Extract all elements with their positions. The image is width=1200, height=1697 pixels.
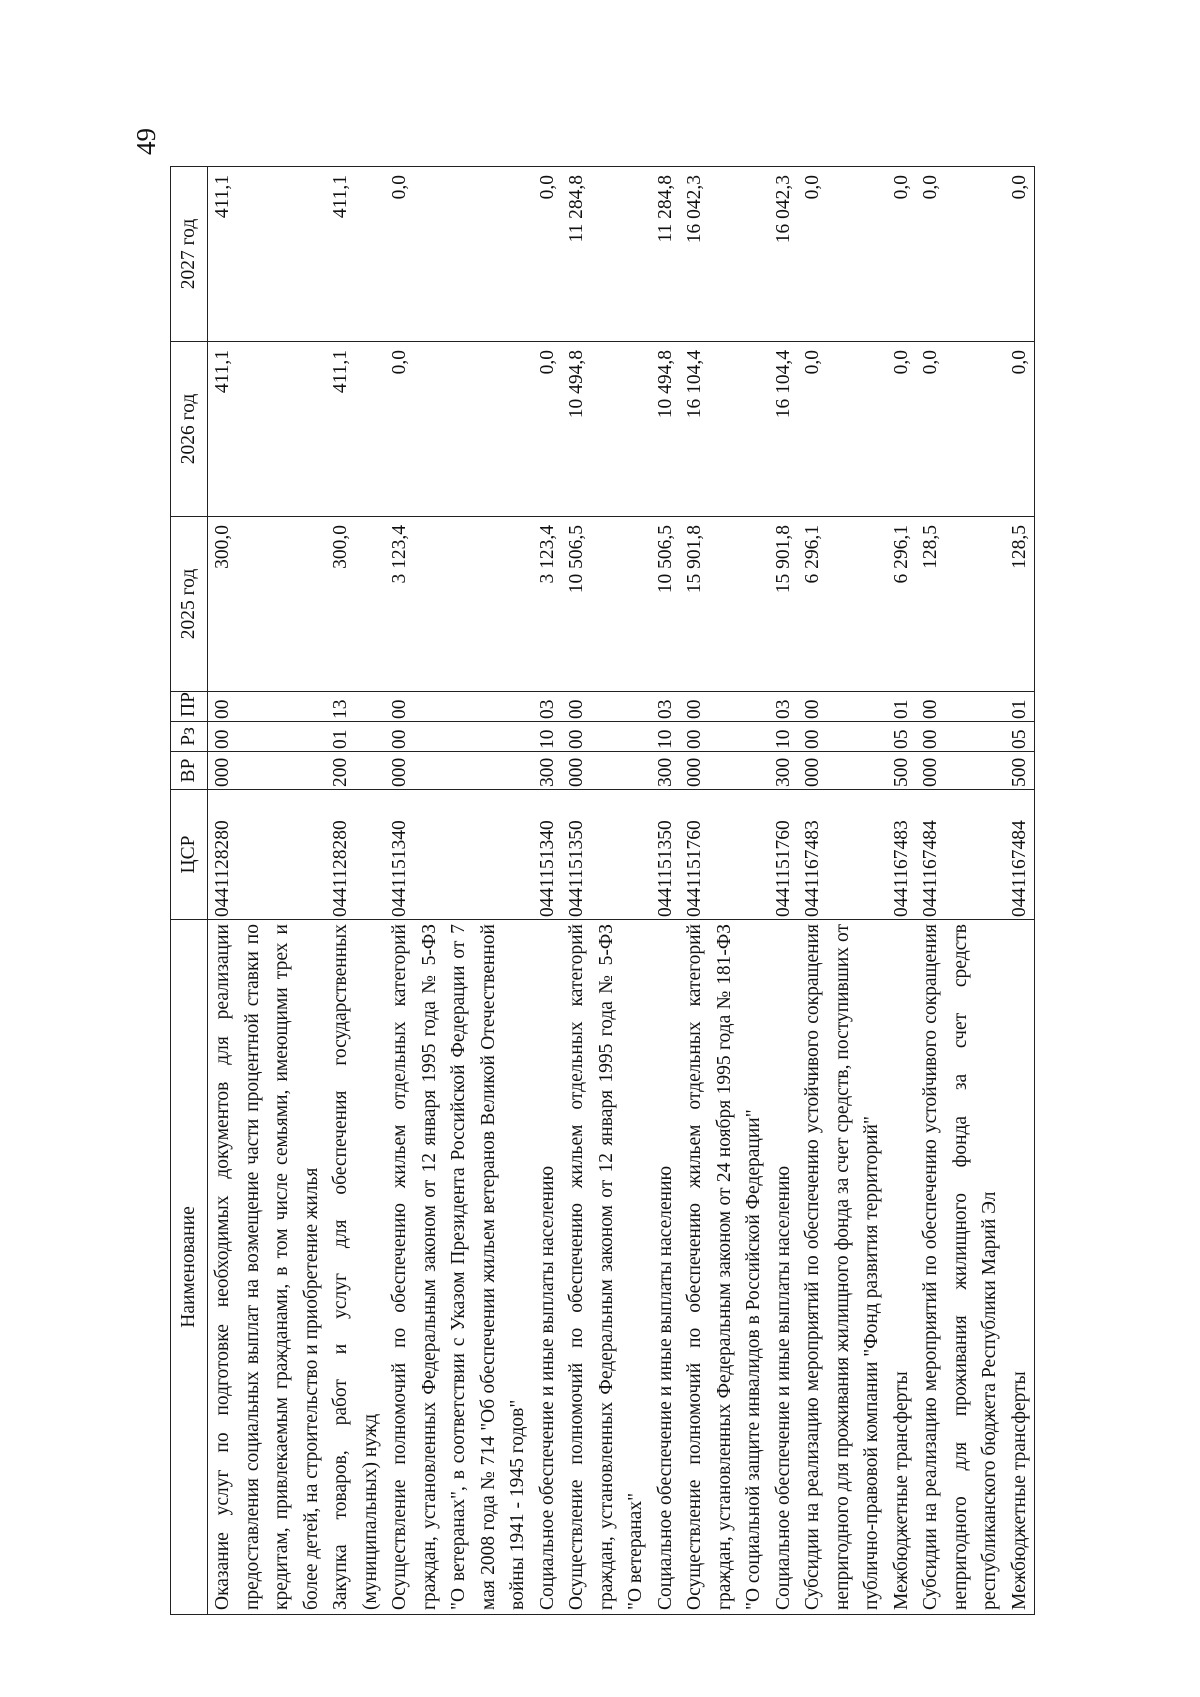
row-value-2026: 10 494,8 <box>651 342 681 517</box>
row-vr: 500 <box>1005 752 1035 790</box>
row-name: Закупка товаров, работ и услуг для обеспечения государственных (муниципальных) нужд <box>326 920 385 1615</box>
row-pr: 00 <box>916 692 1005 722</box>
table-row <box>326 167 385 1615</box>
row-name: Осуществление полномочий по обеспечению жильем отдельных категорий граждан, установленных Федеральным законом от 12 января 1995 года № 5-ФЗ "О ветеранах" <box>562 920 651 1615</box>
row-value-2026: 16 104,4 <box>769 342 799 517</box>
row-csr: 0441151340 <box>385 790 533 920</box>
row-name: Социальное обеспечение и иные выплаты населению <box>651 920 681 1615</box>
row-rz: 00 <box>385 722 533 752</box>
header-rz: Рз <box>171 722 208 752</box>
row-value-2027: 0,0 <box>916 167 1005 342</box>
row-csr: 0441151350 <box>651 790 681 920</box>
row-value-2027: 11 284,8 <box>562 167 651 342</box>
row-vr: 300 <box>651 752 681 790</box>
row-pr: 01 <box>887 692 917 722</box>
row-value-2025: 300,0 <box>326 517 385 692</box>
row-vr: 000 <box>385 752 533 790</box>
row-csr: 0441151760 <box>680 790 769 920</box>
row-pr: 13 <box>326 692 385 722</box>
row-value-2025: 15 901,8 <box>769 517 799 692</box>
row-name: Осуществление полномочий по обеспечению жильем отдельных категорий граждан, установленных Федеральным законом от 12 января 1995 года № 5-ФЗ "О ветеранах", в соответствии с Указом Президента Российской Федерации от 7 мая 2008 года № 714 "Об обеспечении жильем ветеранов Великой Отечественной войны 1941 - 1945 годов" <box>385 920 533 1615</box>
row-rz: 10 <box>769 722 799 752</box>
row-vr: 300 <box>769 752 799 790</box>
row-name: Межбюджетные трансферты <box>887 920 917 1615</box>
row-value-2026: 0,0 <box>533 342 563 517</box>
row-name: Осуществление полномочий по обеспечению жильем отдельных категорий граждан, установленных Федеральным законом от 24 ноября 1995 года № 181-ФЗ "О социальной защите инвалидов в Российской Федерации" <box>680 920 769 1615</box>
row-rz: 00 <box>680 722 769 752</box>
row-name: Субсидии на реализацию мероприятий по обеспечению устойчивого сокращения непригодного для проживания жилищного фонда за счет средств республиканского бюджета Республики Марий Эл <box>916 920 1005 1615</box>
table-row <box>680 167 769 1615</box>
table-row <box>887 167 917 1615</box>
row-value-2025: 128,5 <box>916 517 1005 692</box>
row-pr: 00 <box>562 692 651 722</box>
page-number: 49 <box>131 128 161 155</box>
table-row <box>208 167 327 1615</box>
row-value-2026: 0,0 <box>916 342 1005 517</box>
row-name: Межбюджетные трансферты <box>1005 920 1035 1615</box>
header-2025: 2025 год <box>171 517 208 692</box>
row-vr: 300 <box>533 752 563 790</box>
row-pr: 00 <box>798 692 887 722</box>
row-value-2025: 3 123,4 <box>533 517 563 692</box>
row-value-2026: 0,0 <box>385 342 533 517</box>
table-row <box>562 167 651 1615</box>
row-value-2026: 0,0 <box>1005 342 1035 517</box>
row-value-2025: 10 506,5 <box>651 517 681 692</box>
row-value-2025: 128,5 <box>1005 517 1035 692</box>
row-vr: 000 <box>916 752 1005 790</box>
row-value-2026: 10 494,8 <box>562 342 651 517</box>
row-rz: 05 <box>1005 722 1035 752</box>
row-rz: 10 <box>651 722 681 752</box>
row-pr: 00 <box>680 692 769 722</box>
row-rz: 01 <box>326 722 385 752</box>
table-row <box>798 167 887 1615</box>
table-row <box>769 167 799 1615</box>
row-rz: 00 <box>562 722 651 752</box>
row-value-2027: 0,0 <box>385 167 533 342</box>
row-value-2026: 16 104,4 <box>680 342 769 517</box>
row-vr: 000 <box>798 752 887 790</box>
budget-table <box>170 166 1035 1615</box>
row-rz: 10 <box>533 722 563 752</box>
row-vr: 000 <box>562 752 651 790</box>
row-pr: 01 <box>1005 692 1035 722</box>
row-csr: 0441167483 <box>887 790 917 920</box>
row-value-2026: 411,1 <box>326 342 385 517</box>
row-csr: 0441151760 <box>769 790 799 920</box>
row-name: Социальное обеспечение и иные выплаты населению <box>533 920 563 1615</box>
row-value-2026: 0,0 <box>887 342 917 517</box>
header-name: Наименование <box>171 920 208 1615</box>
header-vr: ВР <box>171 752 208 790</box>
row-vr: 200 <box>326 752 385 790</box>
row-value-2027: 0,0 <box>887 167 917 342</box>
row-rz: 00 <box>798 722 887 752</box>
row-rz: 05 <box>887 722 917 752</box>
row-value-2027: 411,1 <box>208 167 327 342</box>
header-2027: 2027 год <box>171 167 208 342</box>
row-csr: 0441128280 <box>208 790 327 920</box>
row-value-2025: 6 296,1 <box>887 517 917 692</box>
row-value-2025: 300,0 <box>208 517 327 692</box>
row-value-2026: 0,0 <box>798 342 887 517</box>
row-pr: 00 <box>208 692 327 722</box>
row-value-2025: 3 123,4 <box>385 517 533 692</box>
row-name: Субсидии на реализацию мероприятий по обеспечению устойчивого сокращения непригодного для проживания жилищного фонда за счет средств, поступивших от публично-правовой компании "Фонд развития территорий" <box>798 920 887 1615</box>
table-row <box>651 167 681 1615</box>
table-row <box>385 167 533 1615</box>
row-csr: 0441151350 <box>562 790 651 920</box>
header-csr: ЦСР <box>171 790 208 920</box>
row-rz: 00 <box>208 722 327 752</box>
header-pr: ПР <box>171 692 208 722</box>
table-row <box>533 167 563 1615</box>
row-csr: 0441167484 <box>916 790 1005 920</box>
table-body <box>208 167 1035 1615</box>
row-pr: 03 <box>651 692 681 722</box>
row-csr: 0441167483 <box>798 790 887 920</box>
row-csr: 0441128280 <box>326 790 385 920</box>
row-value-2027: 0,0 <box>533 167 563 342</box>
row-value-2025: 10 506,5 <box>562 517 651 692</box>
row-value-2027: 16 042,3 <box>769 167 799 342</box>
row-vr: 000 <box>680 752 769 790</box>
table-header-row <box>171 167 208 1615</box>
row-value-2027: 411,1 <box>326 167 385 342</box>
row-pr: 03 <box>533 692 563 722</box>
row-value-2026: 411,1 <box>208 342 327 517</box>
row-rz: 00 <box>916 722 1005 752</box>
row-value-2027: 16 042,3 <box>680 167 769 342</box>
rotated-page-content <box>170 167 1040 1615</box>
row-value-2027: 0,0 <box>1005 167 1035 342</box>
row-vr: 000 <box>208 752 327 790</box>
row-csr: 0441151340 <box>533 790 563 920</box>
row-name: Оказание услуг по подготовке необходимых документов для реализации предоставления социальных выплат на возмещение части процентной ставки по кредитам, привлекаемым гражданами, в том числе семьями, имеющими трех и более детей, на строительство и приобретение жилья <box>208 920 327 1615</box>
row-pr: 00 <box>385 692 533 722</box>
row-value-2025: 15 901,8 <box>680 517 769 692</box>
row-value-2027: 11 284,8 <box>651 167 681 342</box>
table-row <box>1005 167 1035 1615</box>
row-pr: 03 <box>769 692 799 722</box>
row-csr: 0441167484 <box>1005 790 1035 920</box>
row-value-2025: 6 296,1 <box>798 517 887 692</box>
row-name: Социальное обеспечение и иные выплаты населению <box>769 920 799 1615</box>
row-value-2027: 0,0 <box>798 167 887 342</box>
header-2026: 2026 год <box>171 342 208 517</box>
row-vr: 500 <box>887 752 917 790</box>
table-row <box>916 167 1005 1615</box>
